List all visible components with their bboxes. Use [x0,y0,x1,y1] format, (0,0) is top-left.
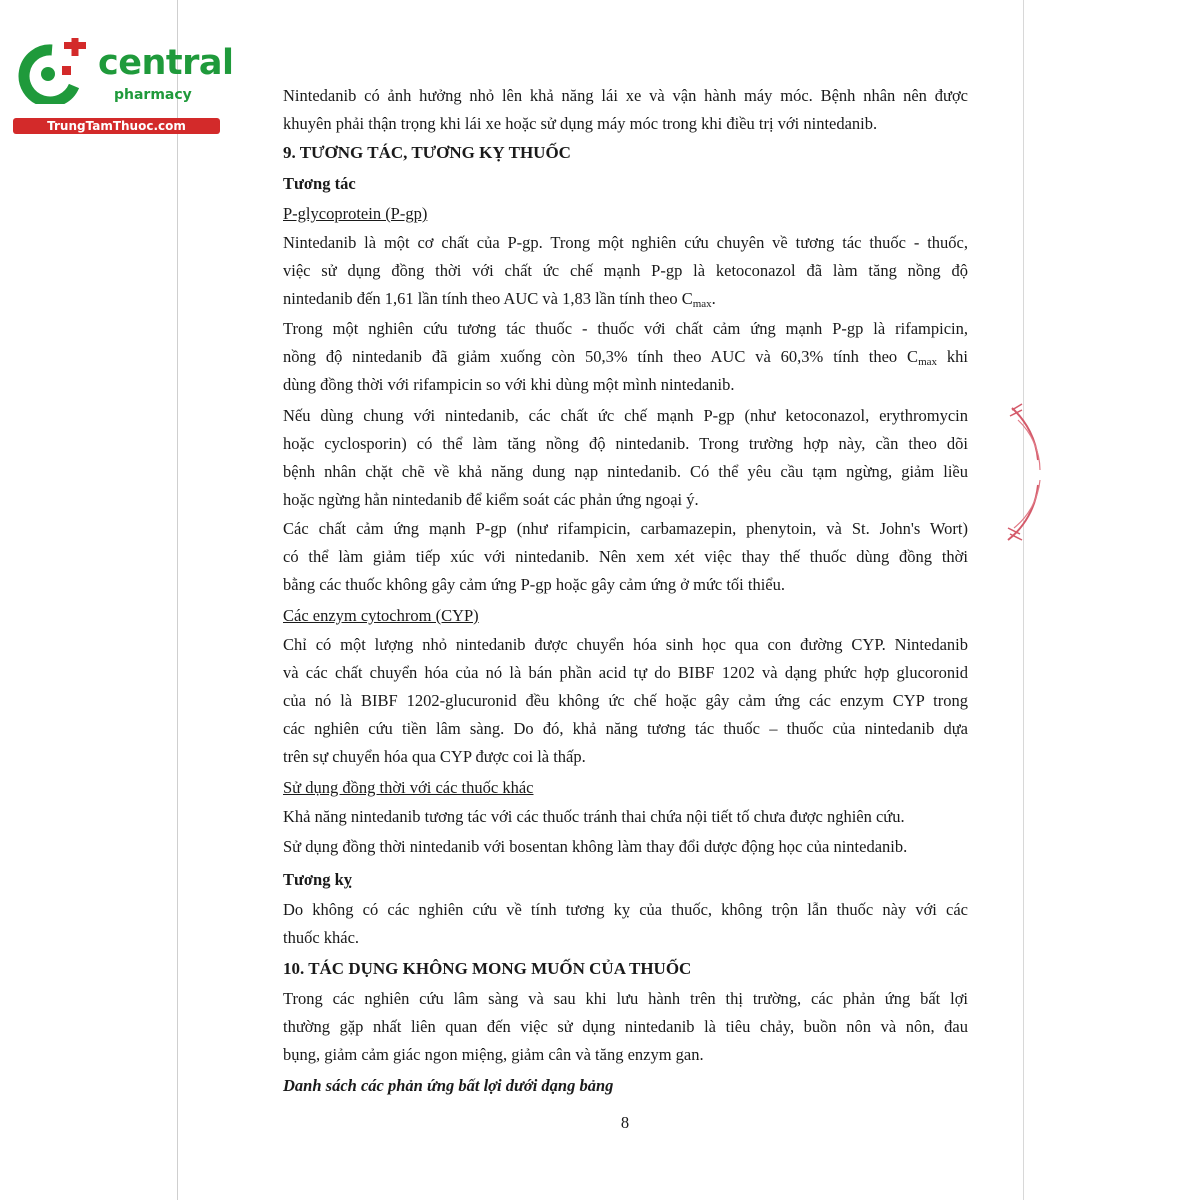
paragraph-line: Do không có các nghiên cứu về tính tương kỵ của thuốc, không trộn lẫn thuốc này với các [283,900,968,919]
interaction-heading: Tương tác [283,174,356,193]
text-run: . [711,289,716,308]
paragraph-line: Nintedanib có ảnh hưởng nhỏ lên khả năng lái xe và vận hành máy móc. Bệnh nhân nên được [283,86,968,105]
logo-subtitle: pharmacy [114,87,192,103]
cyp-heading: Các enzym cytochrom (CYP) [283,606,479,625]
paragraph-line: khuyên phải thận trọng khi lái xe hoặc sử dụng máy móc trong khi điều trị với nintedanib. [283,114,878,133]
paragraph-line: và các chất chuyển hóa của nó là bán phần acid tự do BIBF 1202 và dạng phức hợp glucoronid [283,663,968,682]
paragraph-line: Nintedanib là một cơ chất của P-gp. Trong một nghiên cứu chuyên về tương tác thuốc - thuốc, [283,233,968,252]
central-pharmacy-logo[interactable] [10,38,234,138]
logo-wordmark: central [98,43,234,83]
paragraph-line: hoặc ngừng hẳn nintedanib để kiểm soát các phản ứng ngoại ý. [283,490,699,509]
paragraph-line [283,285,968,314]
paragraph-line: của nó là BIBF 1202-glucuronid đều không ức chế hoặc gây cảm ứng các enzym CYP trong [283,691,968,710]
paragraph-line: hoặc cyclosporin) có thể làm tăng nồng độ nintedanib. Trong trường hợp này, cần theo dõi [283,434,968,453]
logo-website-bar: TrungTamThuoc.com [13,118,220,134]
paragraph-line: bụng, giảm cảm giác ngon miệng, giảm cân và tăng enzym gan. [283,1045,704,1064]
text-run: khi [937,347,968,366]
paragraph-line: Chỉ có một lượng nhỏ nintedanib được chuyển hóa sinh học qua con đường CYP. Nintedanib [283,635,968,654]
paragraph-line: thuốc khác. [283,928,360,947]
paragraph-line: Các chất cảm ứng mạnh P-gp (như rifampicin, carbamazepin, phenytoin, và St. John's Wort) [283,519,968,538]
scan-page-edge-right [1023,0,1024,1200]
text-run: nồng độ nintedanib đã giảm xuống còn 50,3% tính theo AUC và 60,3% tính theo C [283,347,919,366]
paragraph-line: có thể làm giảm tiếp xúc với nintedanib. Nên xem xét việc thay thế thuốc dùng đồng thời [283,547,968,566]
paragraph-line: Sử dụng đồng thời nintedanib với bosentan không làm thay đổi dược động học của nintedanib. [283,837,908,856]
adverse-reactions-table-heading: Danh sách các phản ứng bất lợi dưới dạng bảng [283,1076,614,1095]
pharmacy-cross-logo-icon [12,38,92,104]
paragraph-line: dùng đồng thời với rifampicin so với khi dùng một mình nintedanib. [283,375,735,394]
incompatibility-heading: Tương kỵ [283,870,353,889]
page-number: 8 [620,1113,630,1132]
text-run: nintedanib đến 1,61 lần tính theo AUC và 1,83 lần tính theo C [283,289,693,308]
pgp-heading: P-glycoprotein (P-gp) [283,204,428,223]
paragraph-line: bệnh nhân chặt chẽ về khả năng dung nạp nintedanib. Có thể yêu cầu tạm ngừng, giảm liều [283,462,968,481]
paragraph-line: Trong một nghiên cứu tương tác thuốc - thuốc với chất cảm ứng mạnh P-gp là rifampicin, [283,319,968,338]
paragraph-line: thường gặp nhất liên quan đến việc sử dụng nintedanib là tiêu chảy, buồn nôn và nôn, đau [283,1017,968,1036]
paragraph-line: việc sử dụng đồng thời với chất ức chế mạnh P-gp là ketoconazol đã làm tăng nồng độ [283,261,968,280]
paragraph-line: Khả năng nintedanib tương tác với các thuốc tránh thai chứa nội tiết tố chưa được nghiên cứu. [283,807,905,826]
paragraph-line: trên sự chuyển hóa qua CYP được coi là thấp. [283,747,586,766]
paragraph-line: các nghiên cứu tiền lâm sàng. Do đó, khả năng tương tác thuốc – thuốc của nintedanib dựa [283,719,968,738]
paragraph-line [283,343,968,372]
paragraph-line: Nếu dùng chung với nintedanib, các chất ức chế mạnh P-gp (như ketoconazol, erythromycin [283,406,968,425]
section-10-title: 10. TÁC DỤNG KHÔNG MONG MUỐN CỦA THUỐC [283,959,692,978]
paragraph-line: Trong các nghiên cứu lâm sàng và sau khi lưu hành trên thị trường, các phản ứng bất lợi [283,989,968,1008]
red-stamp-fragment-icon [1004,400,1044,545]
subscript-max: max [692,298,712,310]
scan-page-edge-left [177,0,178,1200]
section-9-title: 9. TƯƠNG TÁC, TƯƠNG KỴ THUỐC [283,143,571,162]
subscript-max: max [918,356,938,368]
paragraph-line: bằng các thuốc không gây cảm ứng P-gp hoặc gây cảm ứng ở mức tối thiểu. [283,575,786,594]
other-drugs-heading: Sử dụng đồng thời với các thuốc khác [283,778,534,797]
